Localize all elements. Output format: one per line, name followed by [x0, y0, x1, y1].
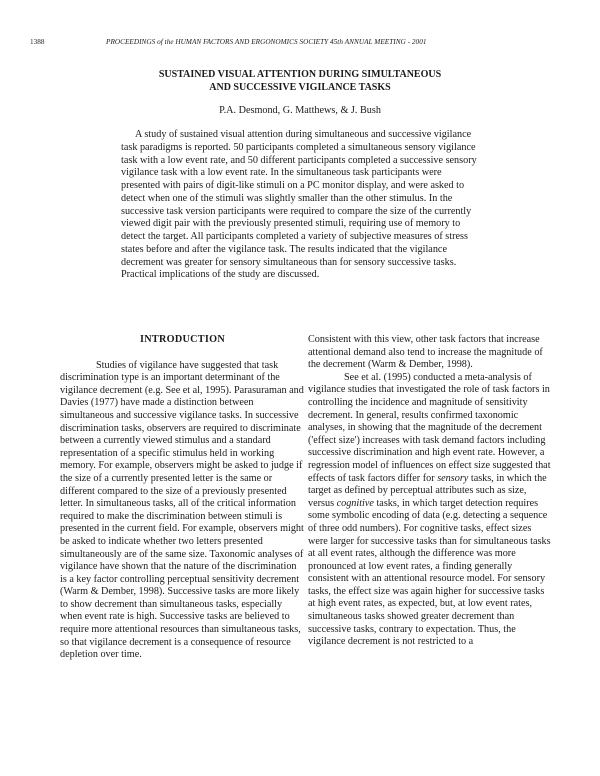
italic-cognitive: cognitive [336, 497, 374, 509]
paper-title [100, 68, 500, 94]
left-column [60, 334, 305, 662]
section-heading-introduction: INTRODUCTION [139, 334, 226, 345]
running-head: PROCEEDINGS of the HUMAN FACTORS AND ERGONOMICS SOCIETY 45th ANNUAL MEETING - 2001 [106, 38, 427, 46]
right-paragraph-2 [308, 372, 553, 649]
page-number: 1388 [30, 38, 45, 46]
p2-text-c: tasks, in which target detection requires some symbolic encoding of data (e.g. detecting a sequence of three odd numbers). For cognitive tasks, effect sizes were larger for successive tasks than for simultaneous tasks at all event rates, although the difference was more pronounced at low event rates, a finding generally consistent with an attentional resource model. For sensory tasks, the effect size was again higher for successive tasks at high event rates, as expected, but, at low event rates, simultaneous tasks showed greater decrement than successive tasks, contrary to expectation. Thus, the vigilance decrement is not restricted to a [308, 497, 551, 648]
abstract [121, 129, 481, 282]
italic-sensory: sensory [437, 472, 469, 484]
title-line-1: SUSTAINED VISUAL ATTENTION DURING SIMULTANEOUS [158, 69, 442, 80]
p2-text-a: See et al. (1995) conducted a meta-analysis of vigilance studies that investigated the role of task factors in controlling the incidence and magnitude of sensitivity decrement. In general, results confirmed taxonomic analyses, in showing that the magnitude of the decrement ('effect size') increases with task demand factors including successive discrimination and high event rate. However, a regression model of influences on effect size suggested that effects of task factors differ for [308, 371, 551, 484]
p2-text-b: tasks, in which the target as defined by perceptual attributes such as size, versus [308, 472, 547, 509]
right-column [308, 334, 553, 649]
intro-paragraph: Studies of vigilance have suggested that task discrimination type is an important determinant of the vigilance decrement (e.g. See et al, 1995). Parasuraman and Davies (1977) have made a distinction between simultaneous and successive vigilance tasks. In successive discrimination tasks, observers are required to discriminate between a currently viewed stimulus and a standard representation of a specific stimulus held in working memory. For example, observers might be asked to judge if the size of a currently presented letter is the same or different compared to the size of a previously presented letter. In simultaneous tasks, all of the critical information required to make the discrimination between stimuli is presented in the current field. For example, observers might be asked to indicate whether two letters presented simultaneously are of the same size. Taxonomic analyses of vigilance have shown that the nature of the discrimination is a key factor controlling perceptual sensitivity decrement (Warm & Dember, 1998). Successive tasks are more likely to show decrement than simultaneous tasks, especially when event rate is high. Successive tasks are believed to require more attentional resources than simultaneous tasks, so that vigilance decrement is a consequence of resource depletion over time. [60, 359, 304, 661]
abstract-text: A study of sustained visual attention during simultaneous and successive vigilance task paradigms is reported. 50 participants completed a simultaneous sensory vigilance task with a low event rate, and 50 different participants completed a successive sensory vigilance task with a low event rate. In the simultaneous task participants were presented with pairs of digit-like stimuli on a PC monitor display, and were asked to detect when one of the stimuli was slightly smaller than the other stimulus. In the successive task version participants were required to compare the size of the currently viewed digit pair with the previously presented stimuli, requiring use of memory to detect the target. All participants completed a variety of subjective measures of stress states before and after the vigilance task. The results indicated that the vigilance decrement was greater for sensory simultaneous than for sensory successive tasks. Practical implications of the study are discussed. [121, 129, 477, 281]
authors: P.A. Desmond, G. Matthews, & J. Bush [219, 105, 381, 116]
title-line-2: AND SUCCESSIVE VIGILANCE TASKS [209, 82, 391, 93]
right-paragraph-1: Consistent with this view, other task factors that increase attentional demand also tend to increase the magnitude of the decrement (Warm & Dember, 1998). [308, 334, 543, 371]
